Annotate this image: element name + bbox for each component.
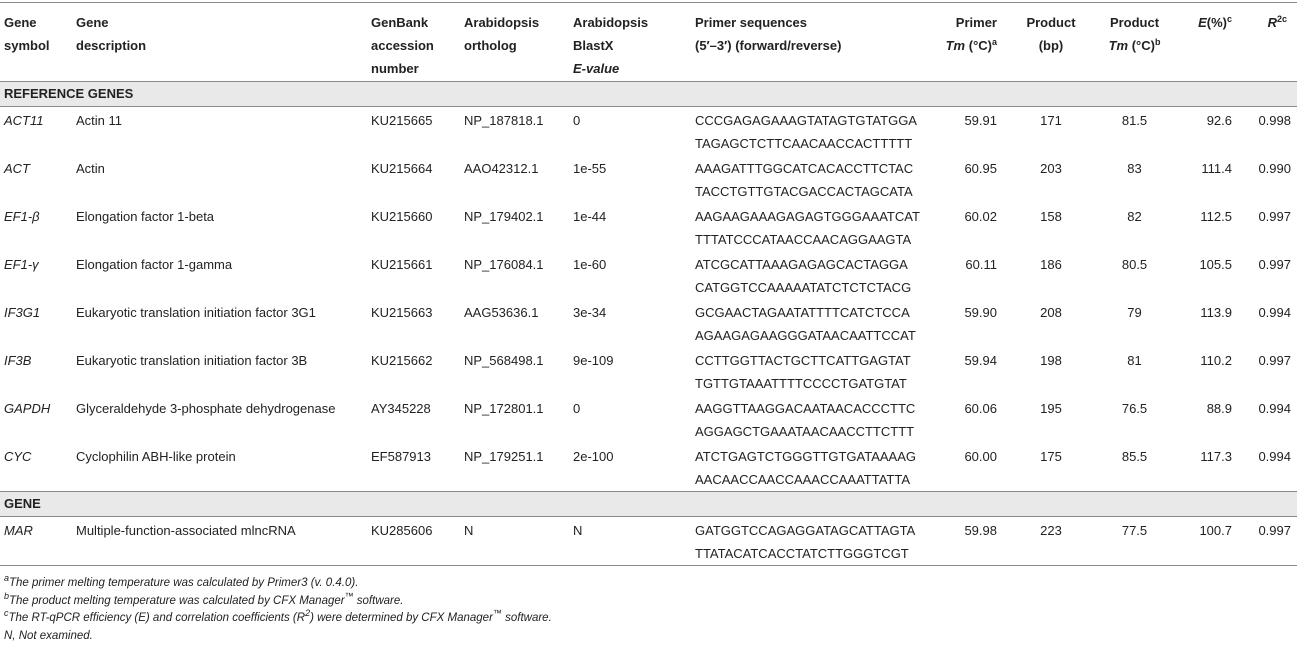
r2-cell: 0.998	[1258, 112, 1291, 128]
primer-tm-cell: 60.11	[965, 256, 997, 272]
forward-primer: CCTTGGTTACTGCTTCATTGAGTAT	[695, 352, 911, 368]
table-row	[0, 251, 1297, 299]
blastx-evalue-cell: 1e-44	[573, 208, 607, 224]
ortholog-cell: N	[460, 516, 569, 565]
reverse-primer: TACCTGTTGTACGACCACTAGCATA	[695, 183, 913, 199]
genbank-accession-cell: KU215661	[371, 256, 433, 272]
ortholog-cell: AAO42312.1	[464, 160, 539, 176]
product-tm-cell: 81	[1127, 352, 1142, 368]
gene-description-cell: Eukaryotic translation initiation factor 3G1	[76, 304, 316, 320]
r2-cell: 0.997	[1258, 208, 1291, 224]
product-tm-cell: 80.5	[1121, 256, 1148, 272]
primer-tm-cell: 59.94	[964, 352, 997, 368]
header-primer-sequences: Primer sequences (5′–3′) (forward/reverse)	[695, 15, 842, 53]
genbank-accession-cell: EF587913	[371, 448, 431, 464]
table-row	[0, 516, 1297, 565]
primer-sequence-cell	[691, 299, 931, 347]
product-tm-cell: 85.5	[1121, 448, 1148, 464]
header-ortholog: Arabidopsis ortholog	[464, 15, 540, 53]
gene-symbol-cell: IF3G1	[4, 304, 41, 320]
product-tm-cell: 76.5	[1121, 400, 1148, 416]
primer-sequence-cell	[691, 203, 931, 251]
forward-primer: ATCGCATTAAAGAGAGCACTAGGA	[695, 256, 908, 272]
primer-tm-cell: 59.98	[931, 516, 1011, 565]
product-tm-cell: 77.5	[1087, 516, 1178, 565]
genbank-accession-cell: KU215660	[371, 208, 433, 224]
gene-symbol-cell: GAPDH	[4, 400, 51, 416]
r2-cell: 0.994	[1258, 400, 1291, 416]
header-product-tm: Product Tm $(^\circ C)^b$	[1108, 15, 1161, 53]
reverse-primer: AGAAGAGAAGGGATAACAATTCCAT	[695, 327, 916, 343]
header-gene-description: Gene description	[76, 15, 147, 53]
gene-description-cell: Elongation factor 1-beta	[76, 208, 215, 224]
table-row	[0, 347, 1297, 395]
efficiency-cell: 100.7	[1178, 516, 1244, 565]
product-tm-cell: 83	[1127, 160, 1142, 176]
header-row	[0, 3, 1297, 81]
trademark-mark: ™	[344, 590, 354, 601]
primer-tm-cell: 60.95	[964, 160, 997, 176]
table-row	[0, 203, 1297, 251]
genbank-accession-cell: KU215665	[371, 112, 433, 128]
header-product-bp: Product (bp)	[1026, 15, 1076, 53]
genbank-accession-cell: KU215664	[371, 160, 433, 176]
header-efficiency: E(%)$^c$	[1198, 14, 1232, 30]
footnote-c: $^c$The RT-qPCR efficiency (E) and correlation coefficients $(R^2)$ were determined by CFX Manager™ software.	[4, 608, 552, 624]
product-bp-cell: 223	[1011, 516, 1087, 565]
product-tm-cell: 79	[1127, 304, 1142, 320]
reverse-primer: TGTTGTAAATTTTCCCCTGATGTAT	[695, 375, 907, 391]
efficiency-cell: 113.9	[1200, 304, 1232, 320]
primer-tm-cell: 60.00	[964, 448, 997, 464]
header-r2: $R^{2c}$	[1267, 14, 1287, 30]
gene-symbol-cell: ACT	[4, 160, 30, 176]
forward-primer: CCCGAGAGAAAGTATAGTGTATGGA	[695, 112, 917, 128]
section-reference-genes	[0, 81, 1297, 106]
gene-description-cell: Actin 11	[76, 112, 123, 128]
gene-symbol-cell: EF1-β	[4, 208, 40, 224]
primer-tm-cell: 59.90	[964, 304, 997, 320]
blastx-evalue-cell: N	[569, 516, 691, 565]
primer-sequence-cell	[691, 106, 931, 155]
table-row	[0, 106, 1297, 155]
r2-cell: 0.990	[1258, 160, 1291, 176]
reverse-primer: TTTATCCCATAACCAACAGGAAGTA	[695, 231, 912, 247]
primer-sequence-cell	[691, 251, 931, 299]
r2-cell: 0.994	[1258, 304, 1291, 320]
product-bp-cell: 195	[1040, 400, 1062, 416]
ortholog-cell: NP_568498.1	[464, 352, 544, 368]
footnote-a: $^a$The primer melting temperature was calculated by Primer3 (v. 0.4.0).	[4, 573, 359, 589]
primer-table	[0, 3, 1297, 566]
blastx-evalue-cell: 0	[573, 400, 581, 416]
ortholog-cell: NP_179251.1	[464, 448, 544, 464]
gene-symbol-cell: MAR	[0, 516, 72, 565]
gene-symbol-cell: EF1-γ	[4, 256, 39, 272]
forward-primer: ATCTGAGTCTGGGTTGTGATAAAAG	[695, 448, 916, 464]
efficiency-cell: 110.2	[1200, 352, 1232, 368]
footnote-n: N, Not examined.	[4, 629, 93, 642]
reverse-primer: CATGGTCCAAAAATATCTCTCTACG	[695, 279, 912, 295]
forward-primer: GCGAACTAGAATATTTTCATCTCCA	[695, 304, 910, 320]
table-footnotes	[4, 575, 552, 645]
product-tm-cell: 82	[1127, 208, 1142, 224]
primer-sequence-cell	[691, 516, 931, 565]
product-bp-cell: 158	[1040, 208, 1062, 224]
primer-sequence-cell	[691, 155, 931, 203]
product-bp-cell: 208	[1040, 304, 1062, 320]
product-bp-cell: 186	[1040, 256, 1062, 272]
primer-tm-cell: 60.06	[964, 400, 997, 416]
reverse-primer: TTATACATCACCTATCTTGGGTCGT	[695, 545, 909, 561]
primer-sequence-cell	[691, 395, 931, 443]
reverse-primer: AACAACCAACCAAACCAAATTATTA	[695, 471, 911, 487]
efficiency-cell: 112.5	[1200, 208, 1232, 224]
efficiency-cell: 105.5	[1199, 256, 1232, 272]
trademark-mark: ™	[492, 608, 502, 618]
genbank-accession-cell: AY345228	[371, 400, 431, 416]
genbank-accession-cell: KU285606	[367, 516, 460, 565]
blastx-evalue-cell: 1e-55	[573, 160, 607, 176]
gene-description-cell: Multiple-function-associated mlncRNA	[72, 516, 367, 565]
reverse-primer: AGGAGCTGAAATAACAACCTTCTTT	[695, 423, 915, 439]
forward-primer: GATGGTCCAGAGGATAGCATTAGTA	[695, 522, 916, 538]
primer-tm-cell: 60.02	[964, 208, 997, 224]
gene-symbol-cell: CYC	[4, 448, 32, 464]
blastx-evalue-cell: 0	[573, 112, 581, 128]
primer-sequence-cell	[691, 347, 931, 395]
efficiency-cell: 117.3	[1200, 448, 1232, 464]
gene-symbol-cell: IF3B	[4, 352, 32, 368]
gene-description-cell: Glyceraldehyde 3-phosphate dehydrogenase	[76, 400, 336, 416]
header-gene-symbol: Gene symbol	[4, 15, 50, 53]
efficiency-cell: 88.9	[1206, 400, 1232, 416]
primer-sequence-cell	[691, 443, 931, 492]
efficiency-cell: 92.6	[1206, 112, 1232, 128]
product-bp-cell: 171	[1040, 112, 1062, 128]
ortholog-cell: NP_172801.1	[464, 400, 544, 416]
gene-symbol-cell: ACT11	[4, 112, 44, 128]
primer-tm-cell: 59.91	[964, 112, 997, 128]
header-blastx: Arabidopsis BlastX E-value	[573, 15, 649, 76]
blastx-evalue-cell: 9e-109	[573, 352, 614, 368]
forward-primer: AAAGATTTGGCATCACACCTTCTAC	[695, 160, 914, 176]
blastx-evalue-cell: 2e-100	[573, 448, 614, 464]
blastx-evalue-cell: 3e-34	[573, 304, 607, 320]
efficiency-cell: 111.4	[1201, 160, 1232, 176]
gene-description-cell: Cyclophilin ABH-like protein	[76, 448, 236, 464]
product-bp-cell: 198	[1040, 352, 1062, 368]
table-row	[0, 395, 1297, 443]
gene-description-cell: Elongation factor 1-gamma	[76, 256, 233, 272]
table-row	[0, 443, 1297, 492]
gene-description-cell: Eukaryotic translation initiation factor 3B	[76, 352, 308, 368]
genbank-accession-cell: KU215663	[371, 304, 433, 320]
footnote-b: $^b$The product melting temperature was calculated by CFX Manager™ software.	[4, 590, 404, 607]
blastx-evalue-cell: 1e-60	[573, 256, 607, 272]
r2-cell: 0.997	[1258, 352, 1291, 368]
ortholog-cell: NP_179402.1	[464, 208, 544, 224]
product-tm-cell: 81.5	[1121, 112, 1148, 128]
ortholog-cell: NP_176084.1	[464, 256, 544, 272]
product-bp-cell: 175	[1040, 448, 1062, 464]
r2-cell: 0.994	[1258, 448, 1291, 464]
section-gene	[0, 491, 1297, 516]
section-label: REFERENCE GENES	[0, 81, 1297, 106]
section-label: GENE	[0, 491, 1297, 516]
forward-primer: AAGAAGAAAGAGAGTGGGAAATCAT	[695, 208, 920, 224]
table-row	[0, 155, 1297, 203]
gene-description-cell: Actin	[76, 160, 105, 176]
reverse-primer: TAGAGCTCTTCAACAACCACTTTTT	[695, 135, 913, 151]
r2-cell: 0.997	[1244, 516, 1297, 565]
r2-cell: 0.997	[1258, 256, 1291, 272]
header-primer-tm: Primer Tm $(^\circ C)^a$	[945, 15, 997, 53]
genbank-accession-cell: KU215662	[371, 352, 433, 368]
header-genbank: GenBank accession number	[371, 15, 434, 76]
product-bp-cell: 203	[1040, 160, 1062, 176]
ortholog-cell: AAG53636.1	[464, 304, 539, 320]
ortholog-cell: NP_187818.1	[464, 112, 544, 128]
table-row	[0, 299, 1297, 347]
forward-primer: AAGGTTAAGGACAATAACACCCTTC	[695, 400, 916, 416]
